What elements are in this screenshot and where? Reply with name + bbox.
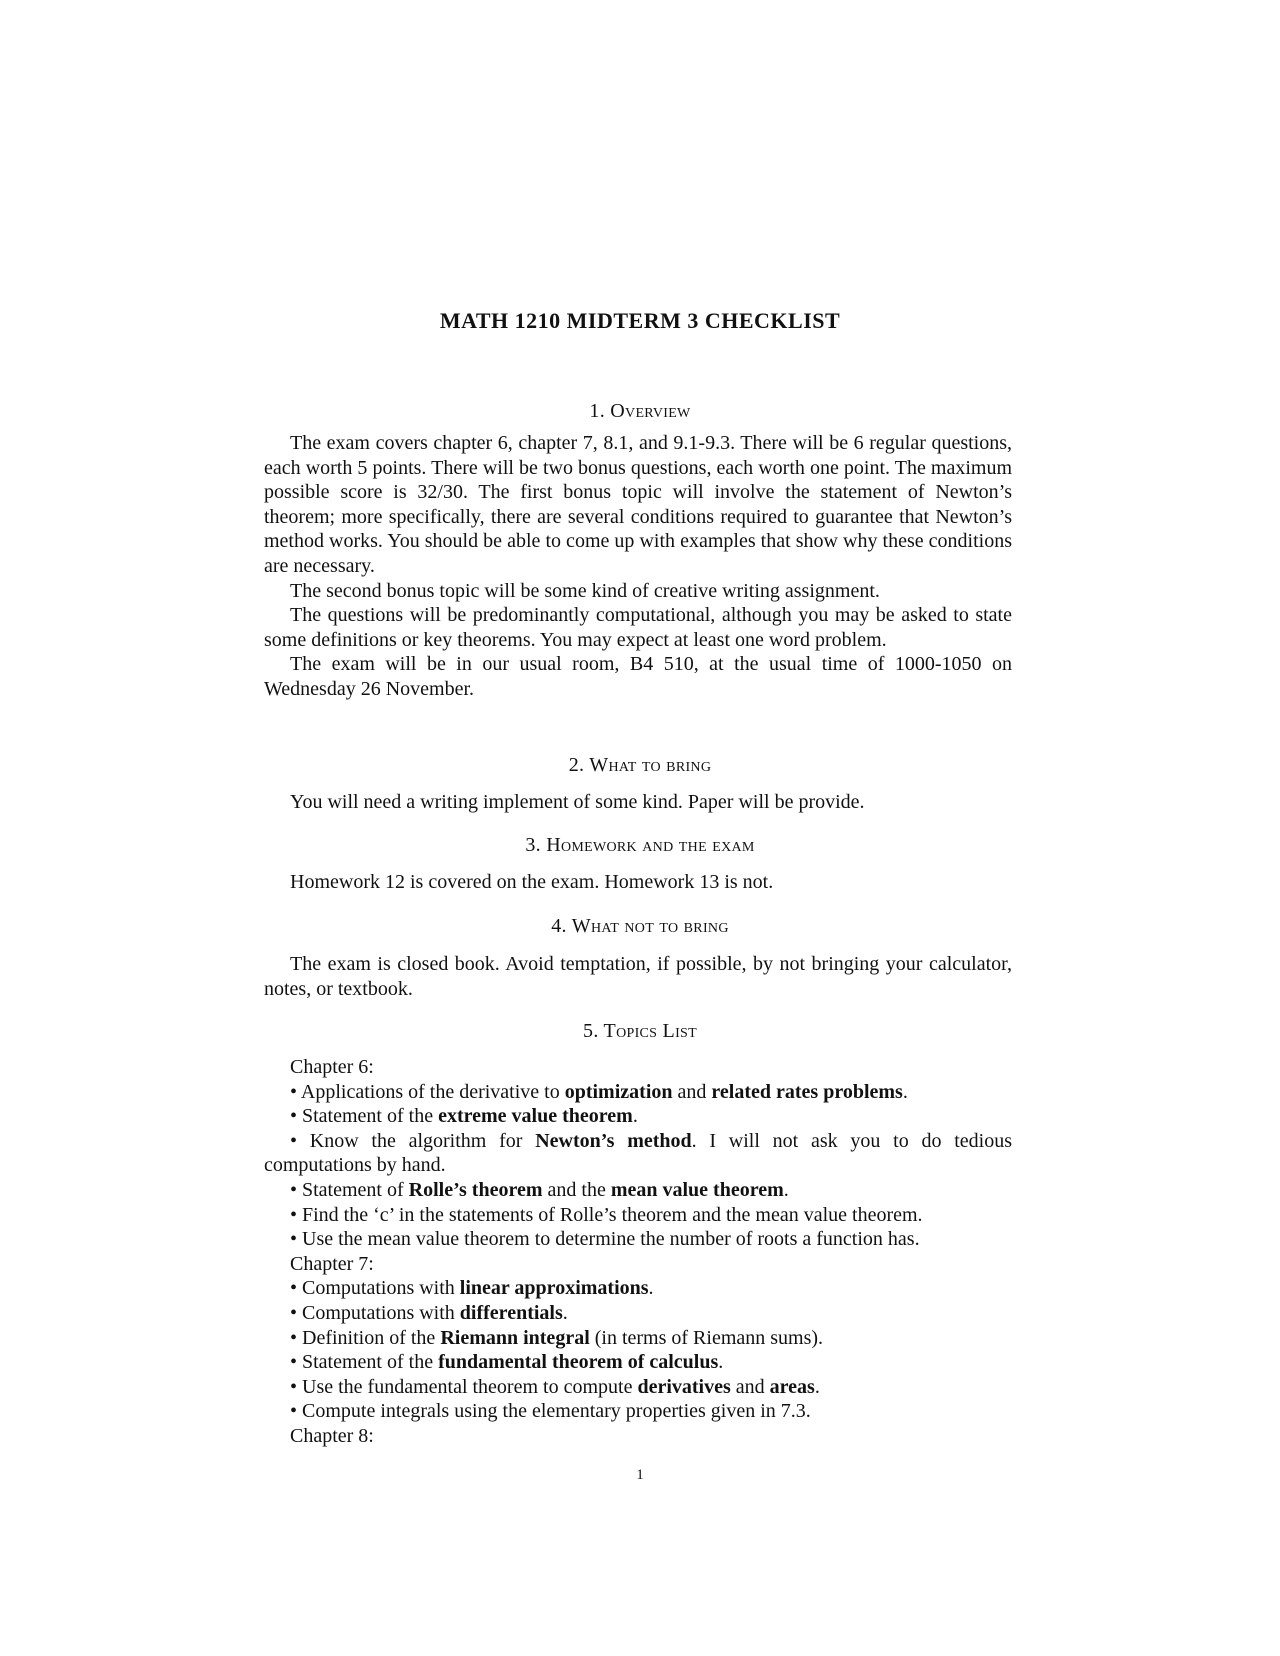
overview-paragraph: The exam will be in our usual room, B4 510, at the usual time of 1000-1050 on Wednesday 26 November. [264,653,1012,700]
section-heading-topics-list: 5. Topics List [583,1020,697,1042]
document-title: MATH 1210 MIDTERM 3 CHECKLIST [439,308,841,333]
list-item: • Use the mean value theorem to determine the number of roots a function has. [290,1228,920,1251]
chapter-label: Chapter 6: [290,1056,374,1078]
list-item: • Use the fundamental theorem to compute derivatives and areas. [290,1375,820,1398]
chapter-label: Chapter 8: [290,1424,374,1447]
list-item: • Compute integrals using the elementary properties given in 7.3. [290,1400,811,1423]
section-heading-overview: 1. Overview [589,400,691,422]
list-item: • Definition of the Riemann integral (in terms of Riemann sums). [290,1326,824,1349]
chapter-label: Chapter 7: [290,1252,374,1275]
list-item: • Statement of the extreme value theorem. [290,1105,638,1128]
what-not-to-bring-text: The exam is closed book. Avoid temptation, if possible, by not bringing your calculator, notes, or textbook. [264,953,1012,1000]
list-item: • Know the algorithm for Newton’s method. I will not ask you to do tedious computations by hand. [264,1129,1012,1177]
what-to-bring-text: You will need a writing implement of some kind. Paper will be provide. [290,791,865,813]
page-number: 1 [636,1467,644,1483]
overview-body [264,431,1012,702]
list-item: • Statement of Rolle’s theorem and the mean value theorem. [290,1178,789,1201]
list-item: • Applications of the derivative to optimization and related rates problems. [290,1080,908,1103]
topics-list [264,1055,1012,1449]
homework-text: Homework 12 is covered on the exam. Homework 13 is not. [290,871,774,893]
list-item: • Statement of the fundamental theorem of calculus. [290,1351,724,1374]
homework-body [264,870,1012,895]
what-to-bring-body [264,790,1012,815]
section-heading-what-to-bring: 2. What to bring [568,754,712,776]
what-not-to-bring-body [264,952,1012,1001]
overview-paragraph: The exam covers chapter 6, chapter 7, 8.1, and 9.1-9.3. There will be 6 regular questions, each worth 5 points. There will be two bonus questions, each worth one point. The maximum possible score is 32/30. The first bonus topic will involve the statement of Newton’s theorem; more specifically, there are several conditions required to guarantee that Newton’s method works. You should be able to come up with examples that show why these conditions are necessary. [264,432,1012,577]
section-heading-homework: 3. Homework and the exam [525,834,755,856]
list-item: • Computations with linear approximations. [290,1277,654,1300]
list-item: • Computations with differentials. [290,1301,568,1324]
section-heading-what-not-to-bring: 4. What not to bring [551,915,729,937]
overview-paragraph: The second bonus topic will be some kind of creative writing assignment. [290,579,880,602]
list-item: • Find the ‘c’ in the statements of Rolle’s theorem and the mean value theorem. [290,1203,923,1226]
overview-paragraph: The questions will be predominantly computational, although you may be asked to state some definitions or key theorems. You may expect at least one word problem. [264,604,1012,651]
